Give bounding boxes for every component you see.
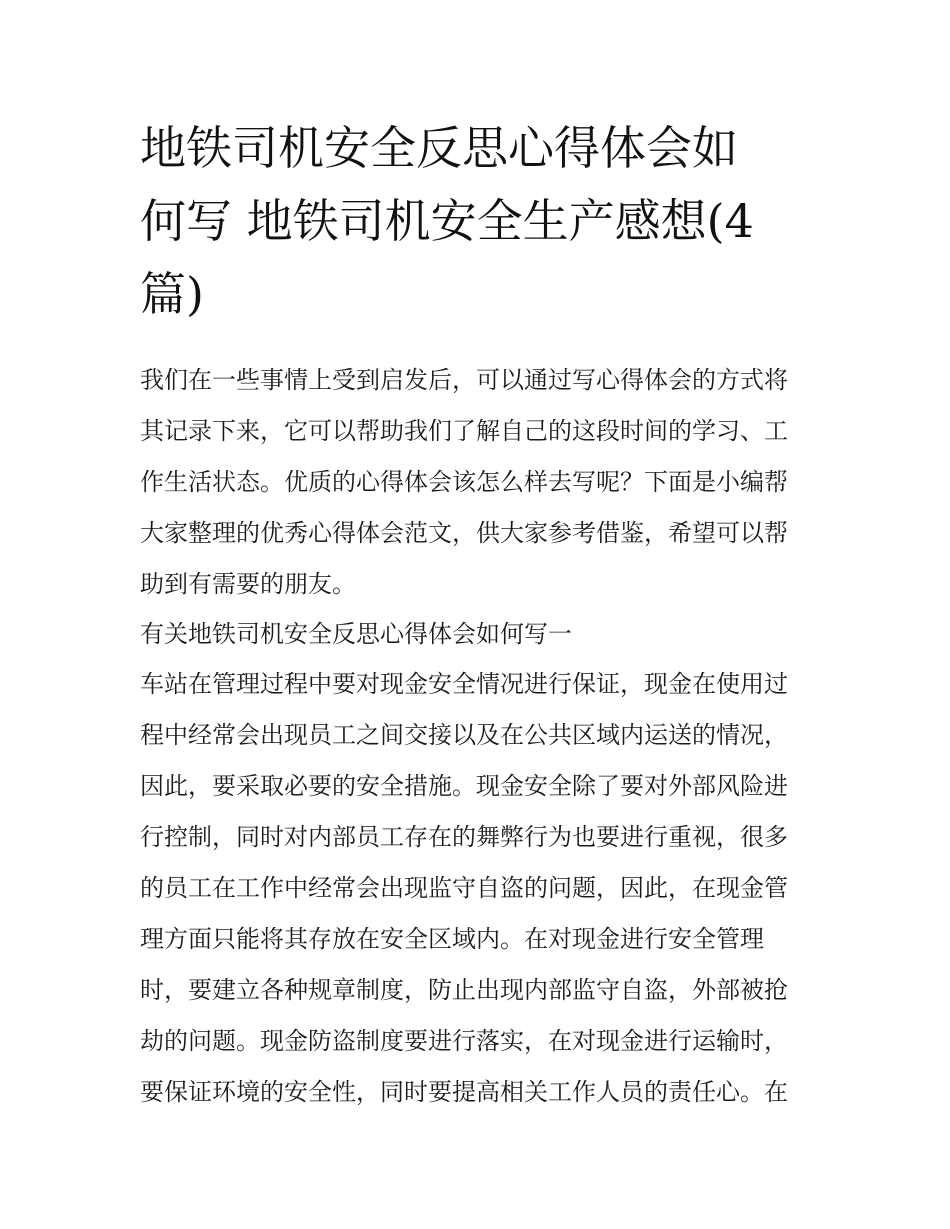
- section-line: 时，要建立各种规章制度，防止出现内部监守自盗，外部被抢: [140, 976, 788, 1004]
- intro-line: 作生活状态。优质的心得体会该怎么样去写呢？下面是小编帮: [140, 468, 788, 496]
- section-line: 要保证环境的安全性，同时要提高相关工作人员的责任心。在: [140, 1078, 788, 1106]
- intro-line: 助到有需要的朋友。: [140, 570, 356, 598]
- section-line: 的员工在工作中经常会出现监守自盗的问题，因此，在现金管: [140, 874, 788, 902]
- intro-line: 其记录下来，它可以帮助我们了解自己的这段时间的学习、工: [140, 417, 788, 445]
- intro-paragraph: [140, 355, 820, 610]
- intro-line: 大家整理的优秀心得体会范文，供大家参考借鉴，希望可以帮: [140, 519, 788, 547]
- section-line: 因此，要采取必要的安全措施。现金安全除了要对外部风险进: [140, 772, 788, 800]
- document-title: [140, 112, 820, 331]
- section-line: 车站在管理过程中要对现金安全情况进行保证，现金在使用过: [140, 670, 788, 698]
- title-line-1: 地铁司机安全反思心得体会如: [140, 121, 738, 175]
- intro-line: 我们在一些事情上受到启发后，可以通过写心得体会的方式将: [140, 366, 788, 394]
- section-line: 行控制，同时对内部员工存在的舞弊行为也要进行重视，很多: [140, 823, 788, 851]
- title-line-3: 篇): [140, 267, 204, 321]
- section-paragraph: [140, 659, 820, 1118]
- title-line-2: 何写 地铁司机安全生产感想(4: [140, 194, 754, 248]
- section-line: 劫的问题。现金防盗制度要进行落实，在对现金进行运输时，: [140, 1027, 788, 1055]
- document-body: [140, 355, 820, 1118]
- section-line: 理方面只能将其存放在安全区域内。在对现金进行安全管理: [140, 925, 764, 953]
- section-line: 程中经常会出现员工之间交接以及在公共区域内运送的情况，: [140, 721, 788, 749]
- section-heading: 有关地铁司机安全反思心得体会如何写一: [140, 620, 572, 648]
